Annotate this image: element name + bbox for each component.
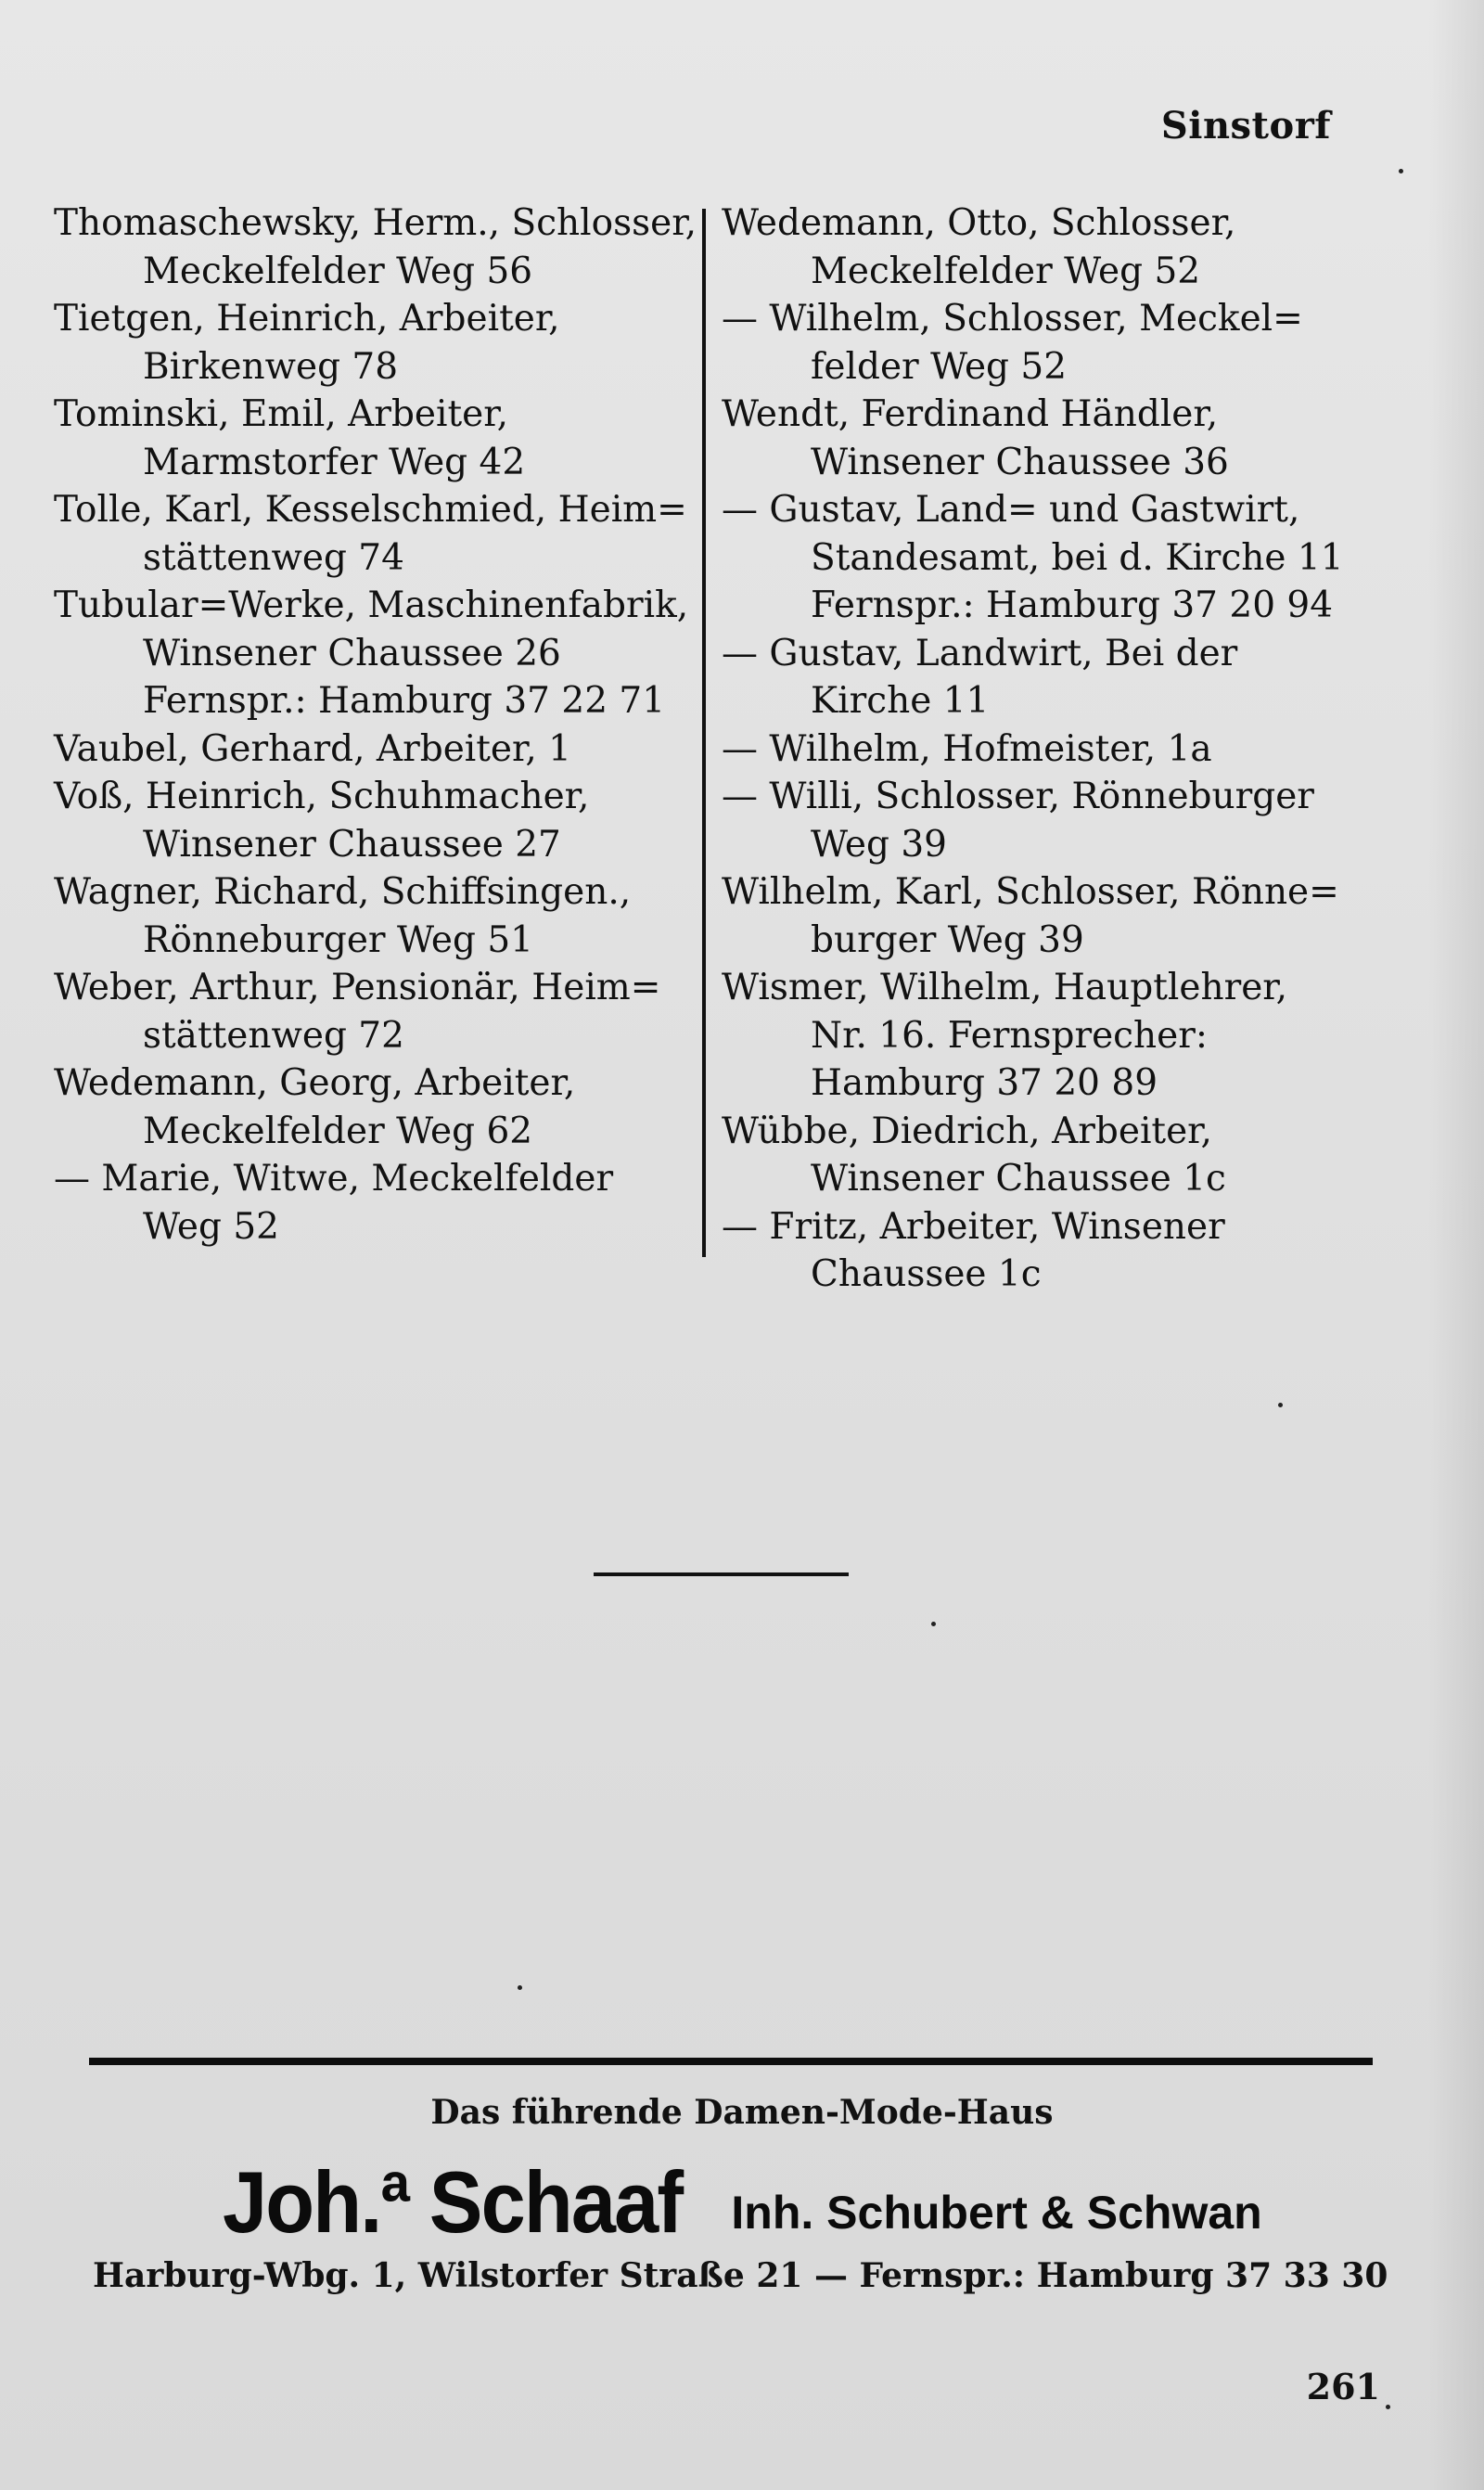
entry-name-line: Wagner, Richard, Schiffsingen., bbox=[54, 871, 632, 913]
entry-continuation-line: Hamburg 37 20 89 bbox=[811, 1062, 1158, 1104]
entry-name-line: — Marie, Witwe, Meckelfelder bbox=[54, 1158, 614, 1200]
entry-name-line: Wendt, Ferdinand Händler, bbox=[722, 393, 1219, 435]
right-column bbox=[722, 199, 1371, 1299]
entry-name-line: Tolle, Karl, Kesselschmied, Heim= bbox=[54, 489, 687, 531]
entry-continuation-line: stättenweg 72 bbox=[143, 1014, 404, 1057]
entry-name-line: Vaubel, Gerhard, Arbeiter, 1 bbox=[54, 727, 571, 770]
directory-entry bbox=[54, 199, 697, 295]
directory-entry bbox=[54, 773, 684, 868]
print-speck bbox=[518, 1985, 522, 1990]
entry-continuation-line: Winsener Chaussee 27 bbox=[143, 823, 561, 866]
directory-entry bbox=[722, 964, 1371, 1108]
entry-continuation-line: Winsener Chaussee 36 bbox=[811, 441, 1229, 483]
entry-continuation-line: Rönneburger Weg 51 bbox=[143, 918, 533, 961]
directory-entry bbox=[54, 964, 684, 1059]
entry-name-line: Tietgen, Heinrich, Arbeiter, bbox=[54, 298, 560, 340]
running-head: Sinstorf bbox=[1160, 104, 1331, 148]
entry-continuation-line: Meckelfelder Weg 62 bbox=[143, 1110, 533, 1152]
directory-entry bbox=[54, 391, 684, 486]
section-end-rule bbox=[594, 1572, 849, 1576]
directory-entry bbox=[722, 773, 1371, 868]
directory-entry bbox=[54, 725, 684, 774]
entry-name-line: Weber, Arthur, Pensionär, Heim= bbox=[54, 967, 661, 1008]
entry-continuation-line: Standesamt, bei d. Kirche 11 bbox=[811, 536, 1344, 579]
column-divider bbox=[702, 209, 706, 1257]
ad-address: Harburg-Wbg. 1, Wilstorfer Straße 21 — Fernspr.: Hamburg 37 33 30 bbox=[93, 2256, 1388, 2295]
directory-entry bbox=[722, 725, 1371, 774]
entry-name-line: Wübbe, Diedrich, Arbeiter, bbox=[722, 1110, 1212, 1152]
directory-entry bbox=[54, 295, 684, 391]
directory-entry bbox=[54, 1155, 684, 1251]
entry-name-line: Wilhelm, Karl, Schlosser, Rönne= bbox=[722, 871, 1339, 913]
entry-continuation-line: Weg 52 bbox=[143, 1205, 279, 1248]
ad-brand-name: Joh.ª Schaaf bbox=[223, 2153, 683, 2251]
entry-continuation-line: Nr. 16. Fernsprecher: bbox=[811, 1014, 1208, 1057]
advertisement-rule bbox=[89, 2058, 1373, 2065]
directory-entry bbox=[54, 582, 689, 725]
ad-tagline: Das führende Damen-Mode-Haus bbox=[430, 2093, 1054, 2132]
print-speck bbox=[931, 1622, 936, 1626]
directory-entry bbox=[722, 391, 1371, 486]
ad-brand-owner: Inh. Schubert & Schwan bbox=[731, 2187, 1262, 2239]
print-speck bbox=[1386, 2405, 1390, 2409]
left-column bbox=[54, 199, 697, 1251]
directory-entry bbox=[722, 868, 1371, 964]
directory-entry bbox=[722, 199, 1371, 295]
entry-continuation-line: Fernspr.: Hamburg 37 20 94 bbox=[811, 584, 1334, 626]
entry-name-line: Voß, Heinrich, Schuhmacher, bbox=[54, 776, 590, 817]
entry-name-line: — Wilhelm, Schlosser, Meckel= bbox=[722, 298, 1303, 340]
entry-continuation-line: burger Weg 39 bbox=[811, 918, 1084, 961]
entry-name-line: Wedemann, Otto, Schlosser, bbox=[722, 202, 1236, 244]
directory-entry bbox=[722, 1203, 1371, 1299]
directory-entry bbox=[54, 1059, 684, 1155]
directory-entry bbox=[54, 486, 687, 582]
entry-continuation-line: felder Weg 52 bbox=[811, 345, 1068, 388]
entry-name-line: Wedemann, Georg, Arbeiter, bbox=[54, 1062, 576, 1104]
entry-name-line: Thomaschewsky, Herm., Schlosser, bbox=[54, 202, 697, 244]
entry-name-line: Tominski, Emil, Arbeiter, bbox=[54, 393, 508, 435]
entry-continuation-line: Winsener Chaussee 26 bbox=[143, 632, 561, 674]
entry-continuation-line: Birkenweg 78 bbox=[143, 345, 399, 388]
entry-continuation-line: Weg 39 bbox=[811, 823, 947, 866]
entry-name-line: — Willi, Schlosser, Rönneburger bbox=[722, 776, 1314, 817]
directory-entry bbox=[722, 630, 1371, 725]
directory-entry bbox=[722, 486, 1371, 630]
entry-continuation-line: Winsener Chaussee 1c bbox=[811, 1158, 1226, 1200]
directory-entry bbox=[722, 1108, 1371, 1203]
page-number: 261 bbox=[1306, 2366, 1380, 2407]
print-speck bbox=[1278, 1403, 1283, 1407]
print-speck bbox=[1399, 169, 1403, 173]
entry-name-line: — Wilhelm, Hofmeister, 1a bbox=[722, 727, 1212, 770]
entry-name-line: Wismer, Wilhelm, Hauptlehrer, bbox=[722, 967, 1288, 1008]
entry-continuation-line: Kirche 11 bbox=[811, 680, 990, 722]
entry-name-line: — Fritz, Arbeiter, Winsener bbox=[722, 1205, 1225, 1248]
ad-brand bbox=[223, 2152, 1336, 2253]
directory-entry bbox=[722, 295, 1371, 391]
directory-entry bbox=[54, 868, 684, 964]
entry-continuation-line: Meckelfelder Weg 52 bbox=[811, 250, 1201, 292]
entry-continuation-line: Marmstorfer Weg 42 bbox=[143, 441, 526, 483]
entry-continuation-line: stättenweg 74 bbox=[143, 536, 404, 579]
entry-name-line: Tubular=Werke, Maschinenfabrik, bbox=[54, 584, 689, 626]
entry-name-line: — Gustav, Land= und Gastwirt, bbox=[722, 489, 1300, 531]
entry-continuation-line: Chaussee 1c bbox=[811, 1253, 1042, 1295]
entry-continuation-line: Meckelfelder Weg 56 bbox=[143, 250, 533, 292]
entry-name-line: — Gustav, Landwirt, Bei der bbox=[722, 632, 1238, 674]
entry-continuation-line: Fernspr.: Hamburg 37 22 71 bbox=[143, 680, 666, 722]
